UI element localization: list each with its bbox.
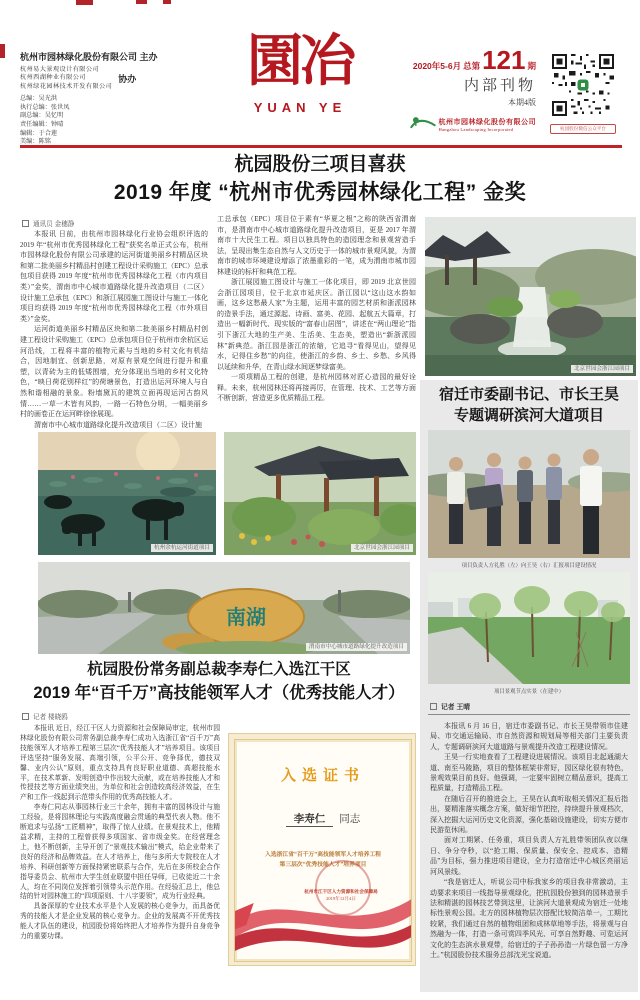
staff-editor: 编辑：于合莲 — [20, 129, 58, 137]
sidebar-byline-text: 记者 王晴 — [441, 704, 471, 711]
company-logo-icon — [410, 114, 436, 135]
certificate-image — [228, 733, 416, 966]
photo-caption: 项目景观节点实景（在建中） — [493, 689, 565, 695]
article1-paragraph: 浙江展园施工图设计与施工一体化项目，即 2019 北京世园会浙江园项目，位于北京市延庆区。浙江园以“这山这水韵如画，这乡这愁最人家”为主题，运用丰富的园艺材质和浙派园林的造景手法，通过源起、诗画、富美、花园、起航五大篇章，打造出一幅新时代、现实版的“富春山居图”，讲述在“两山理论”指引下浙江大地的生产美、生活美、生态美，塑造出“新浙派园林”新典范。浙江园是浙江的浓缩，它追寻“看得见山，望得见水，记得住乡愁”的向往，使浙江的乡韵、乡土、乡愁、乡风得以延续和升华，在青山绿水间逐梦绿富美。 — [217, 278, 416, 371]
masthead-left-block — [20, 50, 205, 147]
article2-byline-text: 记者 楼晓鸥 — [33, 714, 68, 721]
sidebar-paragraph: 本报讯 6 月 16 日，宿迁市委副书记、市长王昊带领市住建局、市交通运输局、市自然资源和规划局等相关部门主要负责人，专题调研滨河大道道路与景观提升改造工程建设情况。 — [430, 722, 628, 751]
host-organization — [20, 50, 205, 63]
certificate-inner — [234, 739, 412, 962]
staff-executive-editor: 执行总编：张世凤 — [20, 103, 70, 111]
photo-caption: 项目负责人方礼胜（左）向王昊（右）汇报项目建设情况 — [461, 563, 597, 569]
byline-square-icon — [22, 220, 29, 227]
article1-headline — [20, 152, 620, 207]
photo-lotus-pond — [38, 432, 216, 555]
photo-site-inspection — [428, 430, 630, 558]
issue-suffix: 期 — [527, 61, 536, 71]
article1-byline — [22, 218, 74, 228]
article1-headline-line1: 杭园股份三项目喜获 — [234, 154, 406, 175]
certificate-seal — [291, 870, 391, 903]
stone-inscription: 南湖 — [226, 607, 266, 629]
staff-responsible-editor: 责任编辑：钟晴 — [20, 121, 64, 128]
sidebar-headline — [420, 384, 638, 426]
co-organizers — [20, 66, 112, 91]
article2-byline — [22, 711, 68, 721]
sidebar-byline — [430, 701, 470, 711]
scan-mark — [76, 0, 93, 5]
photo-caption: 北京世园会浙江园项目 — [571, 365, 633, 373]
company-name-block — [439, 117, 537, 132]
company-name-cn: 杭州市园林绿化股份有限公司 — [438, 119, 536, 126]
co-org-2: 杭州西湖种业有限公司 — [20, 74, 86, 82]
photo-caption: 杭州余杭运河街道项目 — [151, 544, 213, 552]
masthead-title-block — [238, 30, 362, 115]
article2-paragraph: 李寿仁同志从事园林行业三十余年，拥有丰富的园林设计与施工经验，是将园林理论与实践高度融会贯通的典型代表人物。他不断追求与弘扬“工匠精神”，取得了惊人业绩。在景观技术上，他精益求精，主持的工程曾获得多项国家、省市级金奖。在经营理念上，他不断创新，主导开创了“景观技术输出”模式，给企业带来了良好的经济和品牌效益。在人才培养上，他与多所大专院校在人才培养、科研创新等方面保持紧密联系与合作，先后在多所校企合作指导委员会、杭州市大学生创业联盟中担任导师，已收徒近二十余人，均在不同岗位发挥着引领带头示范作用。在经验汇总上，他总结的针对园林施工的“四项原则、十八字要领”，成为行业经典。 — [20, 804, 220, 901]
sidebar-body-text — [430, 721, 628, 985]
seal-organization: 杭州市江干区人力资源和社会保障局 — [304, 889, 378, 894]
scan-mark — [163, 0, 171, 4]
photo-weinan-road — [38, 562, 410, 654]
article1-headline-line2: 2019 年度 “杭州市优秀园林绿化工程” 金奖 — [113, 181, 527, 204]
sidebar-article — [420, 380, 638, 992]
publication-type: 内部刊物 — [463, 77, 536, 94]
byline-square-icon — [22, 713, 29, 720]
co-org-1: 杭州易大景观设计有限公司 — [20, 66, 100, 73]
byline-square-icon — [430, 703, 437, 710]
photo-park-construction — [428, 572, 630, 684]
issue-number: 121 — [482, 45, 526, 75]
article1-paragraph: 运河街道美丽乡村精品区块和第二批美丽乡村精品村创建工程设计采购施工（EPC）总承包项目位于杭州市余杭区运河沿线，工程将丰富的植物元素与当地的乡村文化有机结合，因地制宜、创新思路，对原有景观空间进行提升和重塑，以青砖为主的低矮围墙，充分体现出当地的乡村文化特色，“映日荷花别样红”的荷塘景色，打造出运河环境人与自然和谐相融的景象。粉墙黛瓦的建筑立面再现运河古韵风情……一草一木皆有风韵，一路一石特色分明，一幅美丽乡村的画卷正在运河畔徐徐展现。 — [20, 325, 208, 419]
host-org-name: 杭州市园林绿化股份有限公司 — [20, 52, 138, 62]
certificate-name-row — [235, 811, 411, 826]
issue-prefix: 总第 — [463, 61, 481, 71]
sidebar-paragraph: “我是宿迁人，听说公司中标我家乡的项目我非常激动，主动要求来项目一线指导景观绿化，把杭园股份独到的园林造景手法和精湛的园林技艺带到这里，让滨河大道景观成为宿迁一处地标性景观公园。北方的园林植物层次搭配比较简洁单一，工期比较紧，我们通过自然的植物组团和成林草地等手法，将景观与自然融为一体，打造一条可赏四季风光、可享自然野趣、可览运河文化的生态滨水景观带，给宿迁的子子孙孙造一片绿色留一方净土。”杭园股份技术服务总部沈光宝说道。 — [430, 878, 628, 959]
scan-mark — [0, 44, 5, 58]
article2-headline-line2: 2019 年“百千万”高技能领军人才（优秀技能人才） — [33, 684, 405, 702]
co-label: 协办 — [118, 74, 137, 85]
article1-paragraph: 渭南市中心城市道路绿化提升改造项目（二区）设计施 — [34, 420, 202, 429]
staff-list — [20, 95, 205, 147]
article2-column — [20, 724, 220, 967]
article1-paragraph: 本报讯 日前，由杭州市园林绿化行业协会组织评选的 2019 年“杭州市优秀园林绿化工程”获奖名单正式公布，杭州市园林绿化股份有限公司承建的运河街道美丽乡村精品区块和第二批美丽乡村精品村创建工程设计采购施工（EPC）总承包项目获得 2019 年度“杭州市优秀园林绿化工程（市内项目类）”金奖，渭南市中心城市道路绿化提升改造项目（二区）设计施工总承包（EPC）和浙江展园施工图设计与施工一体化项目均获得 2019 年度“杭州市优秀园林绿化工程（市外项目类）”金奖。 — [20, 230, 208, 323]
certificate-line2: 第三层次“优秀技能人才”培养项目 — [279, 862, 367, 868]
newspaper-title-latin: YUAN YE — [253, 100, 347, 115]
sidebar-paragraph: 王昊一行实地查看了工程建设进展情况。该项目北起通湖大道、南至马陵路，项目的整体框架非常好，园区绿化很有特色，景观效果目前良好。他强调，一定要牢固树立精品意识，提高工程质量，打造精品工程。 — [430, 753, 628, 793]
article2-headline — [20, 659, 418, 705]
article2-paragraph: 本报讯 近日，经江干区人力资源和社会保障局审定，杭州市园林绿化股份有限公司常务副总裁李寿仁成功入选浙江省“百千万”高技能领军人才培养工程第三层次“优秀技能人才”培养项目。该项目评选坚持“服务发展、高端引领，公平公开、竞争择优，德技双馨、业内公认”原则，重点支持具有良好职业道德、高超技能水平，在技术革新、发明创造中作出较大贡献，或在培养技能人才和传授技艺等方面业绩突出，为单位和社会创造较高经济效益，在生产和工作一线起到示范带头作用的优秀高技能人才。 — [20, 725, 220, 802]
sidebar-paragraph: 在随后召开的推进会上，王昊在认真听取相关情况汇报后指出，要精准落实概念方案，做好细节把控，持续提升景观档次，深入挖掘大运河历史文化资源，强化基础设施建设，切实方便市民游览休闲。 — [430, 794, 628, 835]
certificate-title: 入选证书 — [280, 767, 365, 784]
issue-line — [386, 45, 536, 75]
host-label: 主办 — [139, 52, 158, 62]
co-org-3: 杭州绿花园林技术开发有限公司 — [20, 82, 113, 90]
sidebar-divider — [428, 714, 630, 715]
certificate-honorific: 同志 — [339, 814, 361, 825]
edition-count: 本期4版 — [508, 98, 536, 107]
company-name-en: Hangzhou Landscaping Incorporated — [438, 127, 514, 132]
sidebar-paragraph: 面对工期紧、任务重，项目负责人方礼胜带领团队夜以继日、争分夺秒，以“抢工期、保质量、保安全、控成本、造精品”为目标，强力推进项目建设，全力打造宿迁中心城区亮丽运河风景线。 — [430, 836, 628, 876]
article1-paragraph: 一项项精品工程的创建，是杭州园林对匠心造园的最好诠释。未来，杭州园林还将再接再厉，在管理、技术、工艺等方面不断创新，营造更多优质精品工程。 — [217, 373, 416, 403]
masthead-rule — [20, 145, 622, 148]
staff-deputy-editor: 副总编：吴忆明 — [20, 112, 64, 120]
article1-paragraph: 工总承包（EPC）项目位于素有“华夏之根”之称的陕西省渭南市，是渭南市中心城市道路绿化提升改造项目，更是 2017 年渭南市十大民生工程。项目以独具特色的造园理念和景观营造手法，呈现出集生态自然与人文历史于一体的城市景观风貌，为渭南市的城市环境建设增添了浓墨重彩的一笔，成为渭南市城市园林建设的标杆和典范工程。 — [217, 215, 416, 276]
staff-editor-in-chief: 总编：吴光洪 — [20, 95, 58, 103]
certificate-line1: 入选浙江省“百千万”高技能领军人才培养工程 — [265, 852, 381, 858]
issue-info-block — [386, 45, 536, 135]
article1-column1 — [20, 229, 208, 431]
seal-date: 2019年12月4日 — [326, 896, 356, 901]
newspaper-title: 園冶 — [247, 28, 353, 94]
photo-beijing-expo-garden — [425, 217, 636, 376]
photo-caption: 北京世园会浙江园项目 — [351, 544, 413, 552]
sidebar-headline-line1: 宿迁市委副书记、市长王昊 — [438, 386, 619, 403]
photo-caption: 渭南市中心城市道路绿化提升改造项目 — [306, 643, 407, 651]
staff-art-editor: 美编：陈铭 — [20, 138, 51, 146]
sidebar-headline-line2: 专题调研滨河大道项目 — [453, 407, 604, 424]
article1-byline-text: 通讯员 金穗静 — [33, 221, 75, 228]
qr-caption: 杭园股份微信公众平台 — [550, 124, 616, 134]
photo-zhejiang-garden-pavilion — [224, 432, 416, 555]
article2-headline-line1: 杭园股份常务副总裁李寿仁入选江干区 — [87, 661, 351, 678]
wechat-qr-block — [550, 54, 616, 134]
qr-code-icon — [552, 103, 614, 120]
article2-paragraph: 具备深厚的专业技术水平是个人发展的核心竞争力，而具备优秀的技能人才是企业发展的核心竞争力。企业的发展离不开优秀技能人才队伍的建设，杭园股份将始终把人才培养作为提升自身竞争力的重要功课。 — [20, 903, 220, 941]
scan-mark — [136, 0, 147, 4]
certificate-name: 李寿仁 — [286, 814, 334, 827]
article1-column2 — [217, 214, 416, 431]
issue-date: 2020年5-6月 — [412, 61, 462, 71]
